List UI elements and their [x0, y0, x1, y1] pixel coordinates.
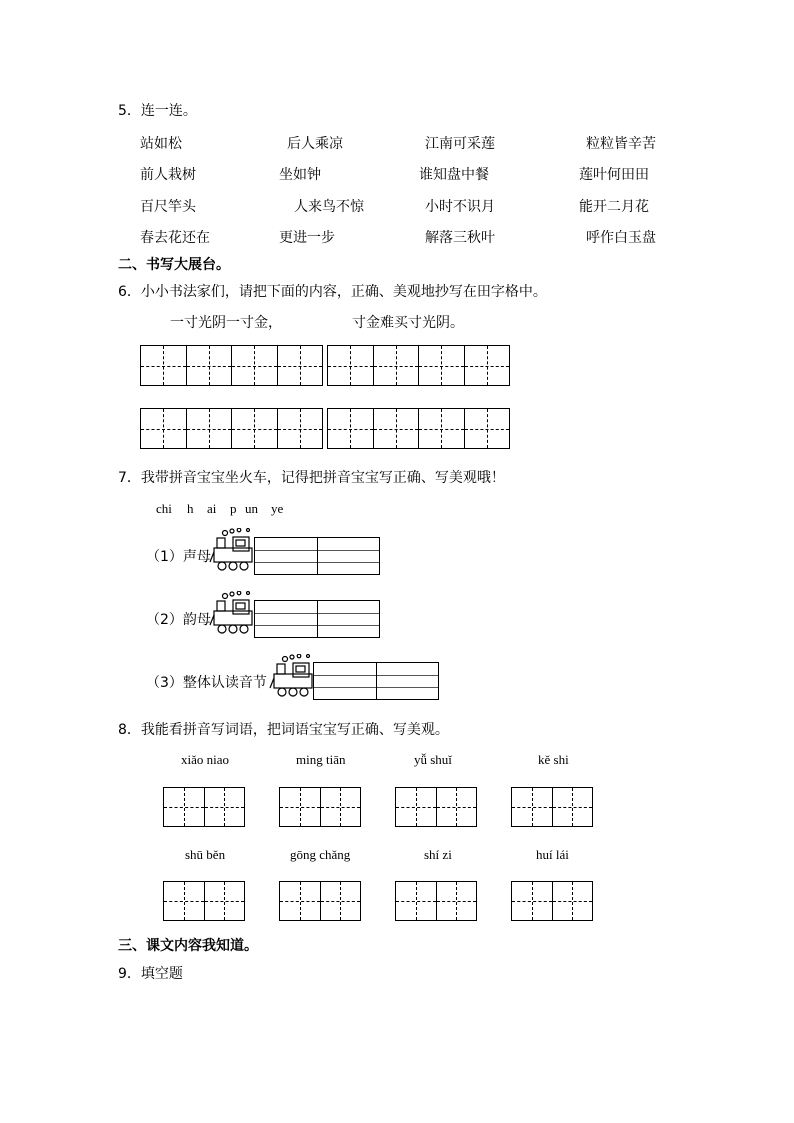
train-icon	[206, 591, 256, 637]
train-item-label: （2）韵母	[146, 612, 211, 628]
pinyin-word: gōng chǎng	[290, 847, 351, 862]
pinyin-word: kě shi	[538, 752, 569, 767]
match-item: 站如松	[140, 136, 182, 152]
tianzige-grid[interactable]	[395, 787, 477, 827]
pinyin-word: shū běn	[185, 847, 226, 862]
q7-title: 7．我带拼音宝宝坐火车，记得把拼音宝宝写正确、写美观哦！	[118, 470, 505, 486]
tianzige-grid[interactable]	[279, 787, 361, 827]
pinyin-item: ai	[207, 501, 217, 516]
q9-title: 9．填空题	[118, 966, 183, 982]
tianzige-grid[interactable]	[511, 881, 593, 921]
match-item: 能开二月花	[579, 199, 649, 215]
tianzige-grid[interactable]	[163, 881, 245, 921]
pinyin-word: huí lái	[536, 847, 569, 862]
train-icon	[266, 654, 316, 700]
writing-lines[interactable]	[313, 662, 439, 700]
q5-title: 5．连一连。	[118, 103, 197, 119]
tianzige-grid[interactable]	[327, 408, 510, 449]
pinyin-item: ye	[271, 501, 284, 516]
match-item: 更进一步	[279, 230, 335, 246]
copy-line: 一寸光阴一寸金，	[170, 315, 282, 331]
pinyin-item: un	[245, 501, 258, 516]
train-item-label: （1）声母	[146, 549, 211, 565]
tianzige-grid[interactable]	[279, 881, 361, 921]
pinyin-word: yǚ shuǐ	[414, 752, 452, 767]
writing-lines[interactable]	[254, 600, 380, 638]
match-item: 小时不识月	[425, 199, 495, 215]
q8-title: 8．我能看拼音写词语，把词语宝宝写正确、写美观。	[118, 722, 449, 738]
pinyin-item: p	[230, 501, 237, 516]
match-item: 前人栽树	[140, 167, 196, 183]
match-item: 百尺竿头	[140, 199, 196, 215]
match-item: 坐如钟	[279, 167, 321, 183]
match-item: 江南可采莲	[425, 136, 495, 152]
match-item: 解落三秋叶	[425, 230, 495, 246]
train-icon	[206, 528, 256, 574]
match-item: 莲叶何田田	[579, 167, 649, 183]
match-item: 春去花还在	[140, 230, 210, 246]
tianzige-grid[interactable]	[140, 408, 323, 449]
match-item: 人来鸟不惊	[294, 199, 364, 215]
pinyin-item: h	[187, 501, 194, 516]
match-item: 呼作白玉盘	[586, 230, 656, 246]
tianzige-grid[interactable]	[395, 881, 477, 921]
pinyin-word: xiǎo niao	[181, 752, 230, 767]
pinyin-word: shí zi	[424, 847, 452, 862]
match-item: 粒粒皆辛苦	[586, 136, 656, 152]
writing-lines[interactable]	[254, 537, 380, 575]
train-item-label: （3）整体认读音节	[146, 675, 267, 691]
copy-line: 寸金难买寸光阴。	[352, 315, 464, 331]
tianzige-grid[interactable]	[163, 787, 245, 827]
pinyin-word: ming tiān	[296, 752, 346, 767]
tianzige-grid[interactable]	[511, 787, 593, 827]
tianzige-grid[interactable]	[327, 345, 510, 386]
section-heading: 二、书写大展台。	[118, 257, 230, 273]
match-item: 谁知盘中餐	[419, 167, 489, 183]
tianzige-grid[interactable]	[140, 345, 323, 386]
pinyin-item: chi	[156, 501, 172, 516]
q6-title: 6．小小书法家们，请把下面的内容，正确、美观地抄写在田字格中。	[118, 284, 547, 300]
section-heading: 三、课文内容我知道。	[118, 938, 258, 954]
match-item: 后人乘凉	[287, 136, 343, 152]
